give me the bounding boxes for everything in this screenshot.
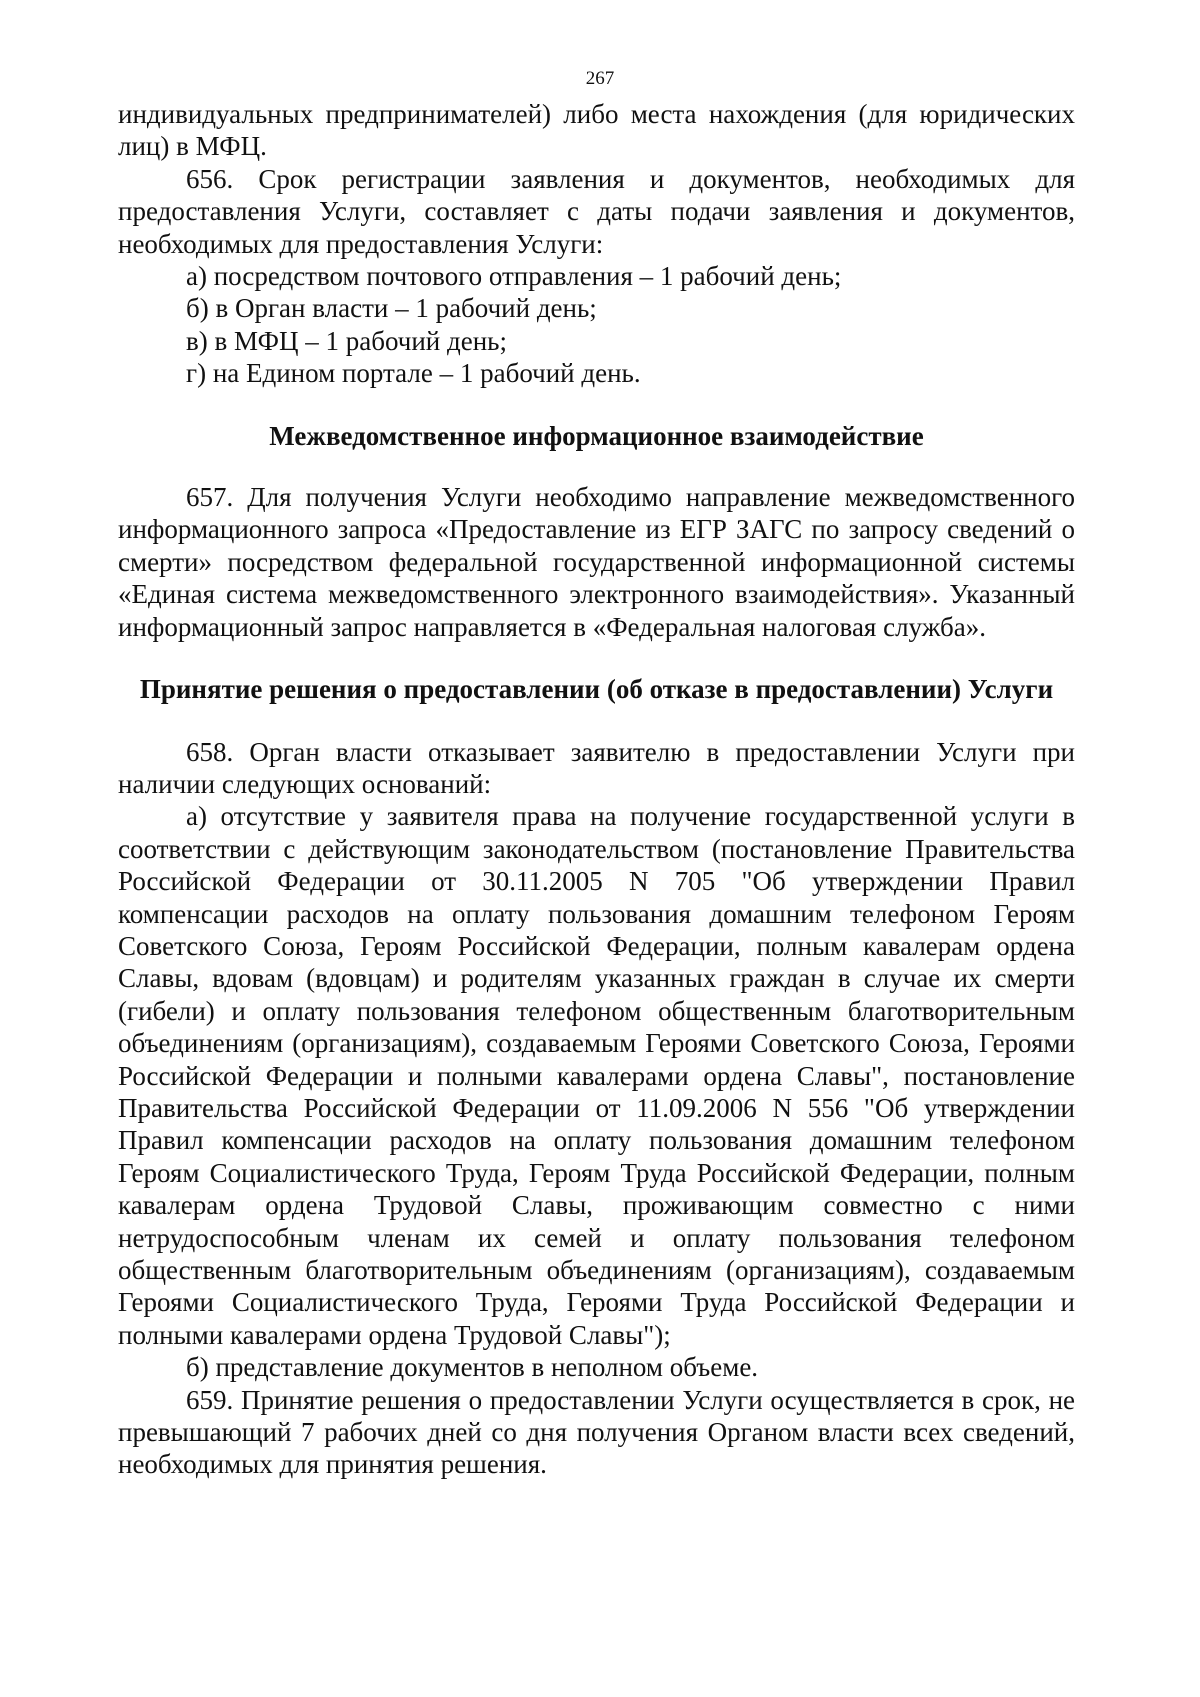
list-item-658-b: б) представление документов в неполном объеме. [186,1352,759,1383]
paragraph-intro: индивидуальных предпринимателей) либо места нахождения (для юридических лиц) в МФЦ. [118,99,1075,162]
list-item-656-g: г) на Едином портале – 1 рабочий день. [186,358,641,389]
list-item-656-a: а) посредством почтового отправления – 1 рабочий день; [186,261,842,292]
list-item-658-a: а) отсутствие у заявителя права на получение государственной услуги в соответствии с действующим законодательством (постановление Правительства Российской Федерации от 30.11.2005 N 705 "Об утверждении Правил компенсации расходов на оплату пользования домашним телефоном Героям Советского Союза, Героям Российской Федерации, полным кавалерам ордена Славы, вдовам (вдовцам) и родителям указанных граждан в случае их смерти (гибели) и оплату пользования телефоном общественным благотворительным объединениям (организациям), создаваемым Героями Советского Союза, Героями Российской Федерации и полными кавалерами ордена Славы", постановление Правительства Российской Федерации от 11.09.2006 N 556 "Об утверждении Правил компенсации расходов на оплату пользования домашним телефоном Героям Социалистического Труда, Героям Труда Российской Федерации, полным кавалерам ордена Трудовой Славы, проживающим совместно с ними нетрудоспособным членам их семей и оплату пользования телефоном общественным благотворительным объединениям (организациям), создаваемым Героями Социалистического Труда, Героями Труда Российской Федерации и полными кавалерами ордена Трудовой Славы"); [118,801,1075,1350]
paragraph-656: 656. Срок регистрации заявления и документов, необходимых для предоставления Услуги, составляет с даты подачи заявления и документов, необходимых для предоставления Услуги: [118,163,1075,259]
document-body [118,98,1075,1481]
section-heading-interagency: Межведомственное информационное взаимодействие [269,420,924,451]
list-item-656-v: в) в МФЦ – 1 рабочий день; [186,325,507,356]
page-number: 267 [585,68,615,89]
paragraph-659: 659. Принятие решения о предоставлении Услуги осуществляется в срок, не превышающий 7 рабочих дней со дня получения Органом власти всех сведений, необходимых для принятия решения. [118,1384,1075,1480]
paragraph-657: 657. Для получения Услуги необходимо направление межведомственного информационного запроса «Предоставление из ЕГР ЗАГС по запросу сведений о смерти» посредством федеральной государственной информационной системы «Единая система межведомственного электронного взаимодействия». Указанный информационный запрос направляется в «Федеральная налоговая служба». [118,482,1075,642]
paragraph-658: 658. Орган власти отказывает заявителю в предоставлении Услуги при наличии следующих оснований: [118,736,1075,799]
list-item-656-b: б) в Орган власти – 1 рабочий день; [186,293,597,324]
section-heading-decision: Принятие решения о предоставлении (об отказе в предоставлении) Услуги [139,674,1054,705]
